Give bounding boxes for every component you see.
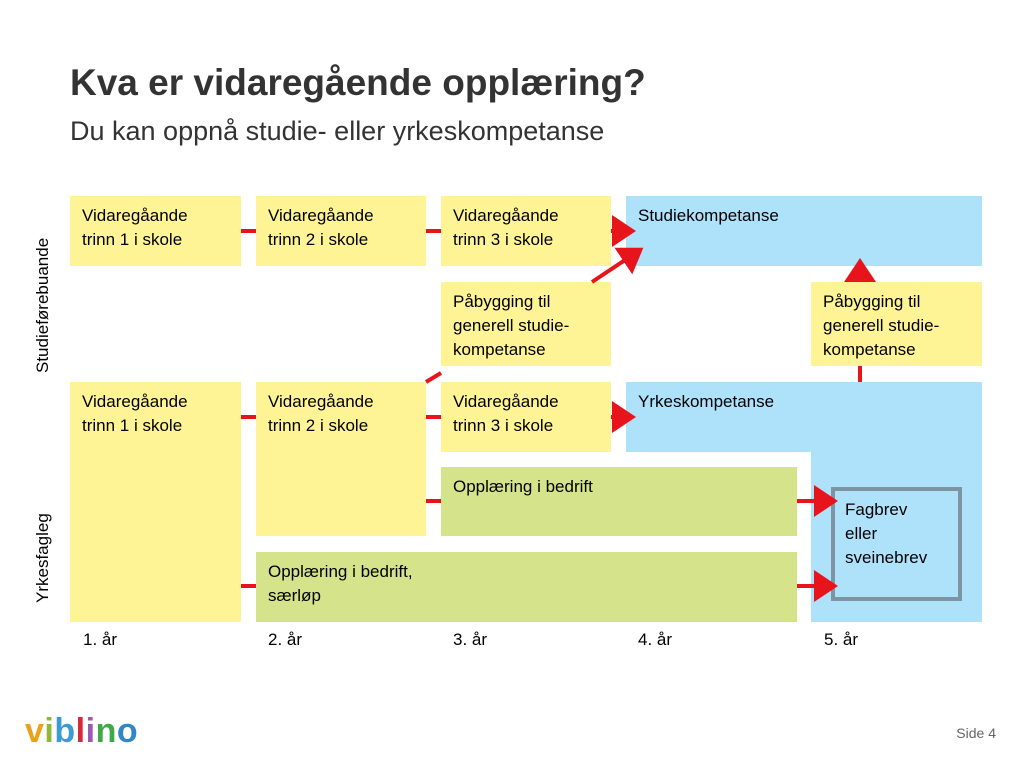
year-label-2: 2. år xyxy=(268,630,303,649)
fagbrev-box: Fagbrev eller sveinebrev xyxy=(831,487,962,601)
page-number: Side 4 xyxy=(956,725,996,741)
viblino-logo: viblino xyxy=(25,712,139,750)
yrkeskompetanse-box: Yrkeskompetanse xyxy=(626,382,982,452)
row-label-studieforebuande: Studieførebuande xyxy=(33,237,52,373)
sf-vg1-box: Vidaregåande trinn 1 i skole xyxy=(70,196,241,266)
pabygging-box-2: Påbygging til generell studie- kompetanse xyxy=(811,282,982,366)
row-label-yrkesfagleg: Yrkesfagleg xyxy=(33,513,52,603)
studiekompetanse-box: Studiekompetanse xyxy=(626,196,982,266)
connector-yf2-to-pabygging xyxy=(426,373,441,382)
arrow-pabygging-to-studiekompetanse xyxy=(592,250,640,282)
pabygging-box-1: Påbygging til generell studie- kompetanse xyxy=(441,282,611,366)
year-label-3: 3. år xyxy=(453,630,488,649)
yf-vg1-box: Vidaregåande trinn 1 i skole xyxy=(70,382,241,622)
year-label-1: 1. år xyxy=(83,630,118,649)
opplaering-bedrift-box: Opplæring i bedrift xyxy=(441,467,797,536)
opplaering-saerlop-box: Opplæring i bedrift, særløp xyxy=(256,552,797,622)
yf-vg2-box: Vidaregåande trinn 2 i skole xyxy=(256,382,426,536)
year-label-5: 5. år xyxy=(824,630,859,649)
slide-subtitle: Du kan oppnå studie- eller yrkeskompetanse xyxy=(70,116,605,146)
slide-title: Kva er vidaregående opplæring? xyxy=(70,62,646,103)
yf-vg3-box: Vidaregåande trinn 3 i skole xyxy=(441,382,611,452)
sf-vg2-box: Vidaregåande trinn 2 i skole xyxy=(256,196,426,266)
year-label-4: 4. år xyxy=(638,630,673,649)
sf-vg3-box: Vidaregåande trinn 3 i skole xyxy=(441,196,611,266)
